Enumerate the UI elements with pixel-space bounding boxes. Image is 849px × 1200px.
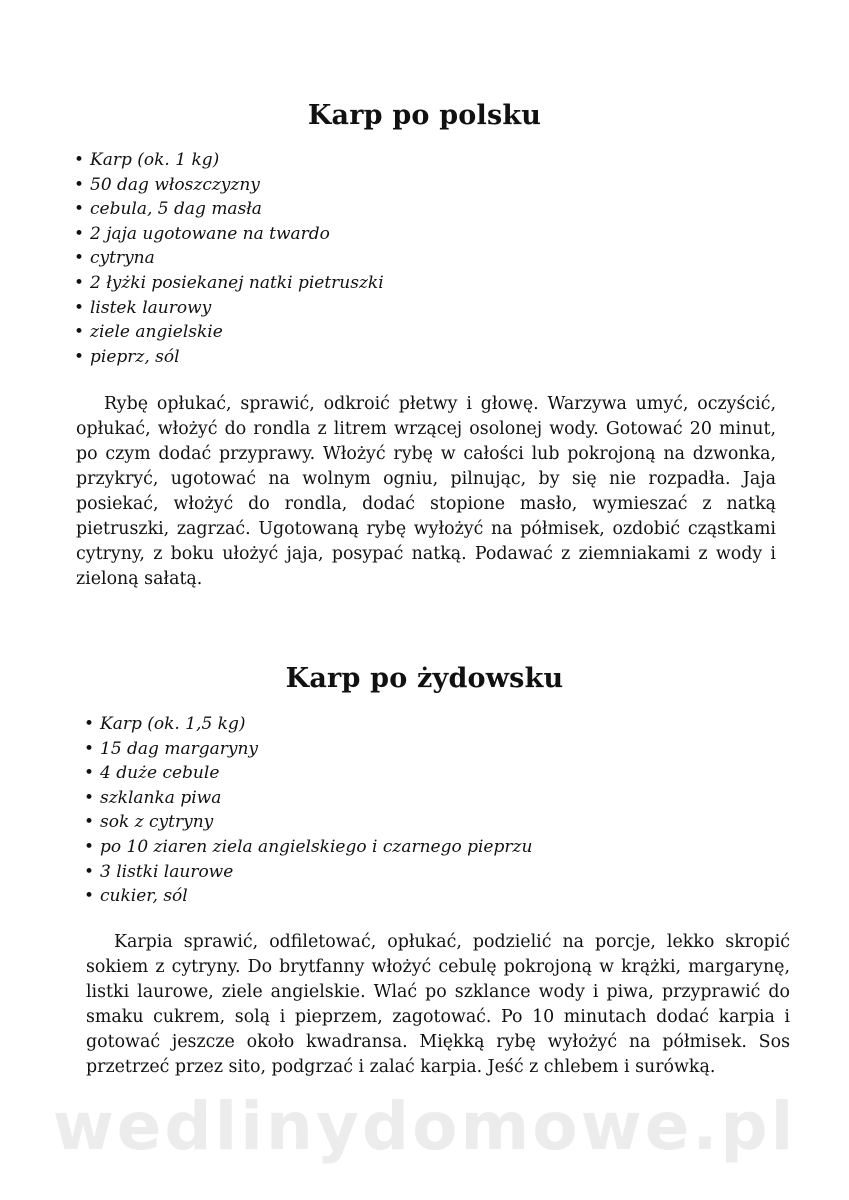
bullet-icon: • [84, 886, 95, 907]
ingredient-item: • pieprz, sól [74, 345, 384, 370]
ingredient-list [74, 148, 384, 369]
ingredient-item: • 50 dag włoszczyzny [74, 173, 384, 198]
ingredient-item: • po 10 ziaren ziela angielskiego i czarnego pieprzu [84, 835, 532, 860]
ingredient-item: • 2 łyżki posiekanej natki pietruszki [74, 271, 384, 296]
recipe-title: Karp po polsku [307, 100, 542, 131]
bullet-icon: • [74, 272, 85, 293]
bullet-icon: • [74, 346, 85, 367]
bullet-icon: • [74, 223, 85, 244]
bullet-icon: • [74, 150, 85, 170]
bullet-icon: • [84, 738, 95, 759]
ingredient-item: • 4 duże cebule [84, 761, 532, 786]
bullet-icon: • [74, 199, 85, 220]
bullet-icon: • [74, 174, 85, 195]
bullet-icon: • [84, 861, 95, 882]
bullet-icon: • [84, 763, 95, 784]
ingredient-item: • 15 dag margaryny [84, 737, 532, 762]
ingredient-item: • cukier, sól [84, 884, 532, 909]
ingredient-item: • listek laurowy [74, 296, 384, 321]
ingredient-item: • 3 listki laurowe [84, 860, 532, 885]
recipe-title: Karp po żydowsku [285, 663, 564, 694]
ingredient-list [84, 712, 532, 909]
bullet-icon: • [84, 836, 95, 857]
ingredient-item: • szklanka piwa [84, 786, 532, 811]
ingredient-item: • cytryna [74, 246, 384, 271]
ingredient-item: • 2 jaja ugotowane na twardo [74, 222, 384, 247]
recipe-method: Karpia sprawić, odfiletować, opłukać, podzielić na porcje, lekko skropić sokiem z cytryny. Do brytfanny włożyć cebulę pokrojoną w krążki, margarynę, listki laurowe, ziele angielskie. Wlać po szklance wody i piwa, przyprawić do smaku cukrem, solą i pieprzem, zagotować. Po 10 minutach dodać karpia i gotować jeszcze około kwadransa. Miękką rybę wyłożyć na półmisek. Sos przetrzeć przez sito, podgrzać i zalać karpia. Jeść z chlebem i surówką. [86, 932, 790, 1077]
bullet-icon: • [84, 812, 95, 833]
bullet-icon: • [74, 297, 85, 318]
bullet-icon: • [84, 714, 95, 734]
ingredient-item: • ziele angielskie [74, 320, 384, 345]
ingredient-item: • sok z cytryny [84, 810, 532, 835]
bullet-icon: • [74, 322, 85, 343]
watermark-text: wedlinydomowe.pl [52, 1088, 797, 1165]
ingredient-item: • cebula, 5 dag masła [74, 197, 384, 222]
bullet-icon: • [74, 248, 85, 269]
ingredient-item: • Karp (ok. 1 kg) [74, 148, 384, 173]
recipe-method: Rybę opłukać, sprawić, odkroić płetwy i głowę. Warzywa umyć, oczyścić, opłukać, włożyć do rondla z litrem wrzącej osolonej wody. Gotować 20 minut, po czym dodać przyprawy. Włożyć rybę w całości lub pokrojoną na dzwonka, przykryć, ugotować na wolnym ogniu, pilnując, by się nie rozpadła. Jaja posiekać, włożyć do rondla, dodać stopione masło, wymieszać z natką pietruszki, zagrzać. Ugotowaną rybę wyłożyć na półmisek, ozdobić cząstkami cytryny, z boku ułożyć jaja, posypać natką. Podawać z ziemniakami z wody i zieloną sałatą. [76, 394, 776, 589]
ingredient-item: • Karp (ok. 1,5 kg) [84, 712, 532, 737]
bullet-icon: • [84, 787, 95, 808]
